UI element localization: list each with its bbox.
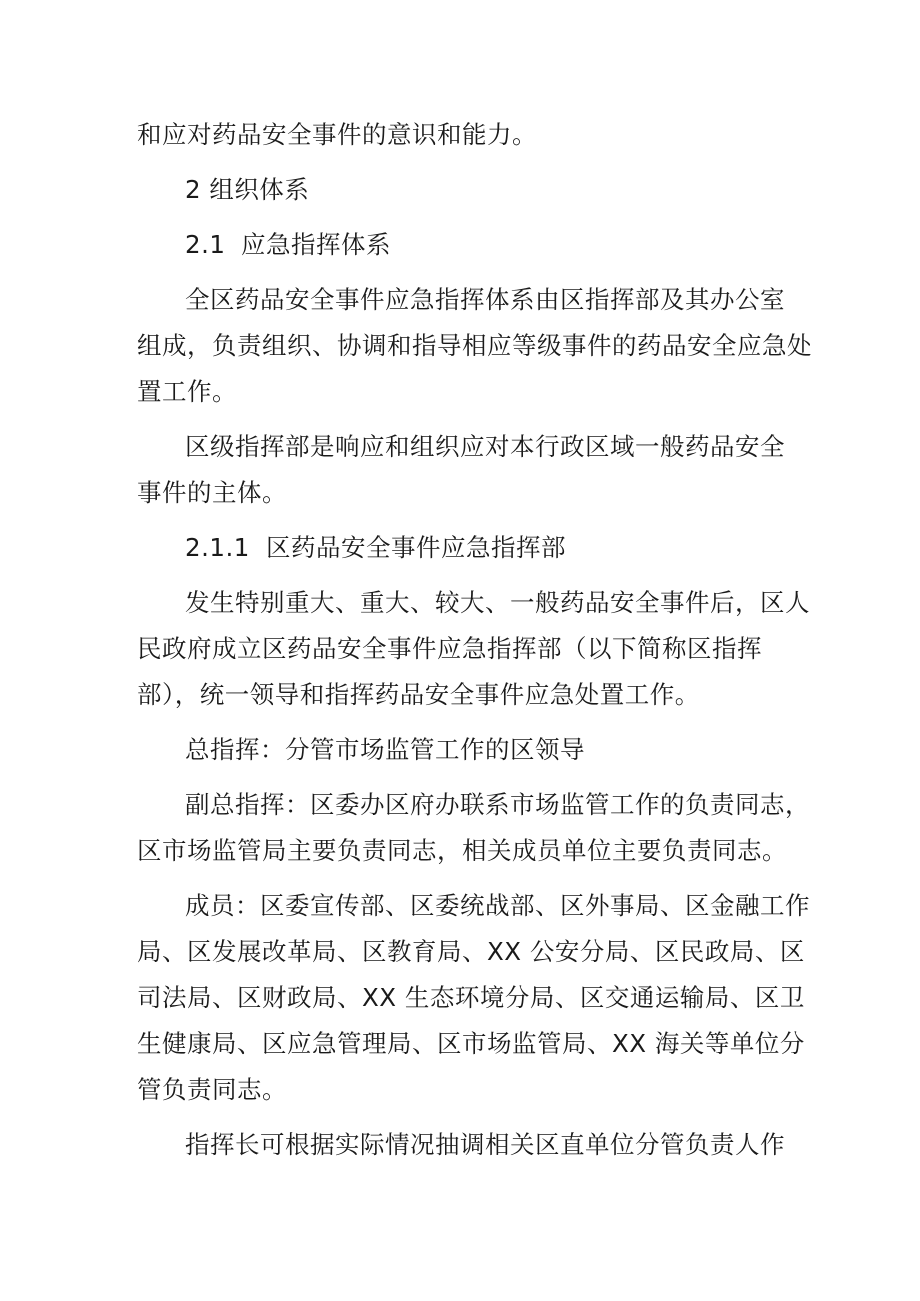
text-line: 管负责同志。 xyxy=(137,1075,287,1104)
text-line: 总指挥：分管市场监管工作的区领导 xyxy=(185,735,585,764)
text-line: 指挥长可根据实际情况抽调相关区直单位分管负责人作 xyxy=(185,1130,785,1159)
text-line: 局、区发展改革局、区教育局、XX 公安分局、区民政局、区 xyxy=(137,937,805,966)
text-line: 民政府成立区药品安全事件应急指挥部（以下简称区指挥 xyxy=(137,634,762,663)
text-line: 生健康局、区应急管理局、区市场监管局、XX 海关等单位分 xyxy=(137,1029,805,1058)
text-line: 和应对药品安全事件的意识和能力。 xyxy=(137,120,537,149)
document-body xyxy=(137,112,812,1168)
text-line: 置工作。 xyxy=(137,377,237,406)
heading-title: 应急指挥体系 xyxy=(241,230,391,259)
heading-number: 2.1 xyxy=(185,230,226,259)
text-line: 成员：区委宣传部、区委统战部、区外事局、区金融工作 xyxy=(185,891,810,920)
heading-text: 2 组织体系 xyxy=(185,175,310,204)
paragraph xyxy=(137,424,799,516)
paragraph-continuation xyxy=(137,112,799,158)
text-line: 发生特别重大、重大、较大、一般药品安全事件后，区人 xyxy=(185,588,810,617)
paragraph xyxy=(137,1122,799,1168)
text-line: 区市场监管局主要负责同志，相关成员单位主要负责同志。 xyxy=(137,836,787,865)
text-line: 全区药品安全事件应急指挥体系由区指挥部及其办公室 xyxy=(185,285,785,314)
text-line: 副总指挥：区委办区府办联系市场监管工作的负责同志， xyxy=(185,790,810,819)
paragraph xyxy=(137,782,810,874)
paragraph xyxy=(137,883,810,1113)
text-line: 组成，负责组织、协调和指导相应等级事件的药品安全应急处 xyxy=(137,331,812,360)
section-heading-2-1-1 xyxy=(137,525,799,571)
heading-line xyxy=(137,222,799,268)
heading-number: 2.1.1 xyxy=(185,533,250,562)
text-line: 司法局、区财政局、XX 生态环境分局、区交通运输局、区卫 xyxy=(137,983,805,1012)
section-heading-2 xyxy=(137,167,799,213)
text-line: 事件的主体。 xyxy=(137,478,287,507)
heading-title: 区药品安全事件应急指挥部 xyxy=(266,533,566,562)
paragraph xyxy=(137,277,812,415)
heading-line xyxy=(137,525,799,571)
paragraph xyxy=(137,727,799,773)
text-line: 区级指挥部是响应和组织应对本行政区域一般药品安全 xyxy=(185,432,785,461)
section-heading-2-1 xyxy=(137,222,799,268)
text-line: 部），统一领导和指挥药品安全事件应急处置工作。 xyxy=(137,680,700,709)
paragraph xyxy=(137,580,810,718)
